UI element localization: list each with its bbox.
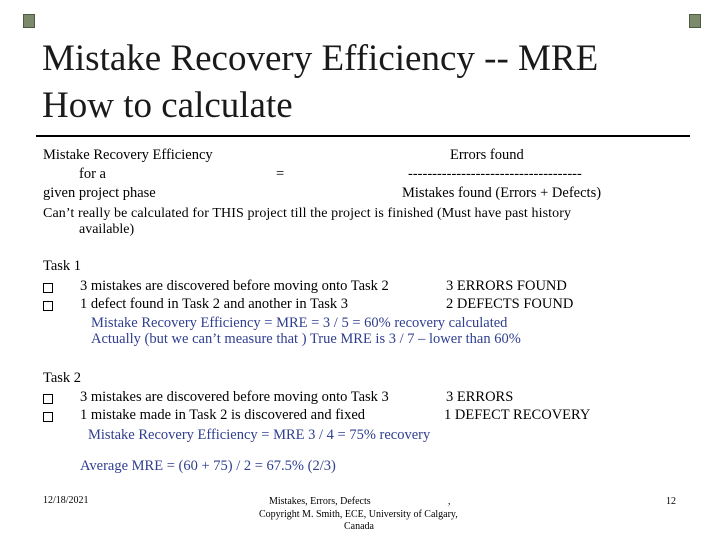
note-line-1: Can’t really be calculated for THIS project till the project is finished (Must have past history bbox=[43, 206, 572, 221]
formula-left-line-3: given project phase bbox=[43, 185, 156, 201]
footer-date: 12/18/2021 bbox=[43, 495, 89, 506]
formula-left-line-2: for a bbox=[79, 166, 106, 182]
footer-page-number: 12 bbox=[666, 496, 676, 507]
corner-marker-top-left bbox=[23, 14, 35, 28]
task1-bullet-1-result: 3 ERRORS FOUND bbox=[446, 278, 567, 294]
task1-calc-line-1: Mistake Recovery Efficiency = MRE = 3 / 5 = 60% recovery calculated bbox=[91, 315, 508, 331]
task2-heading: Task 2 bbox=[43, 370, 82, 386]
task1-calc-line-2: Actually (but we can’t measure that ) True MRE is 3 / 7 – lower than 60% bbox=[91, 331, 521, 347]
slide-title-line-2: How to calculate bbox=[42, 85, 293, 126]
corner-marker-top-right bbox=[689, 14, 701, 28]
note-line-2: available) bbox=[79, 222, 135, 237]
task1-heading: Task 1 bbox=[43, 258, 82, 274]
task2-bullet-1-text: 3 mistakes are discovered before moving onto Task 3 bbox=[80, 389, 389, 405]
title-divider bbox=[36, 135, 690, 137]
bullet-square-icon bbox=[43, 283, 53, 293]
bullet-square-icon bbox=[43, 412, 53, 422]
bullet-square-icon bbox=[43, 301, 53, 311]
formula-left-line-1: Mistake Recovery Efficiency bbox=[43, 147, 213, 163]
task1-bullet-2-result: 2 DEFECTS FOUND bbox=[446, 296, 574, 312]
slide-title-line-1: Mistake Recovery Efficiency -- MRE bbox=[42, 38, 599, 79]
footer-center-comma: , bbox=[448, 496, 451, 507]
task2-bullet-2-result: 1 DEFECT RECOVERY bbox=[444, 407, 591, 423]
task2-calc-line-1: Mistake Recovery Efficiency = MRE 3 / 4 = 75% recovery bbox=[88, 427, 431, 443]
footer-center-line-1: Mistakes, Errors, Defects bbox=[269, 496, 371, 507]
footer-center-line-2: Copyright M. Smith, ECE, University of Calgary, bbox=[259, 509, 458, 520]
bullet-square-icon bbox=[43, 394, 53, 404]
footer-center-line-3: Canada bbox=[344, 521, 374, 532]
task1-bullet-2-text: 1 defect found in Task 2 and another in Task 3 bbox=[80, 296, 349, 312]
formula-equals: = bbox=[276, 166, 285, 182]
formula-numerator: Errors found bbox=[450, 147, 524, 163]
task1-bullet-1-text: 3 mistakes are discovered before moving onto Task 2 bbox=[80, 278, 389, 294]
task2-bullet-1-result: 3 ERRORS bbox=[446, 389, 514, 405]
formula-fraction-bar: ------------------------------------ bbox=[408, 166, 582, 182]
average-mre: Average MRE = (60 + 75) / 2 = 67.5% (2/3) bbox=[80, 458, 336, 474]
formula-denominator: Mistakes found (Errors + Defects) bbox=[402, 185, 602, 201]
task2-bullet-2-text: 1 mistake made in Task 2 is discovered and fixed bbox=[80, 407, 366, 423]
